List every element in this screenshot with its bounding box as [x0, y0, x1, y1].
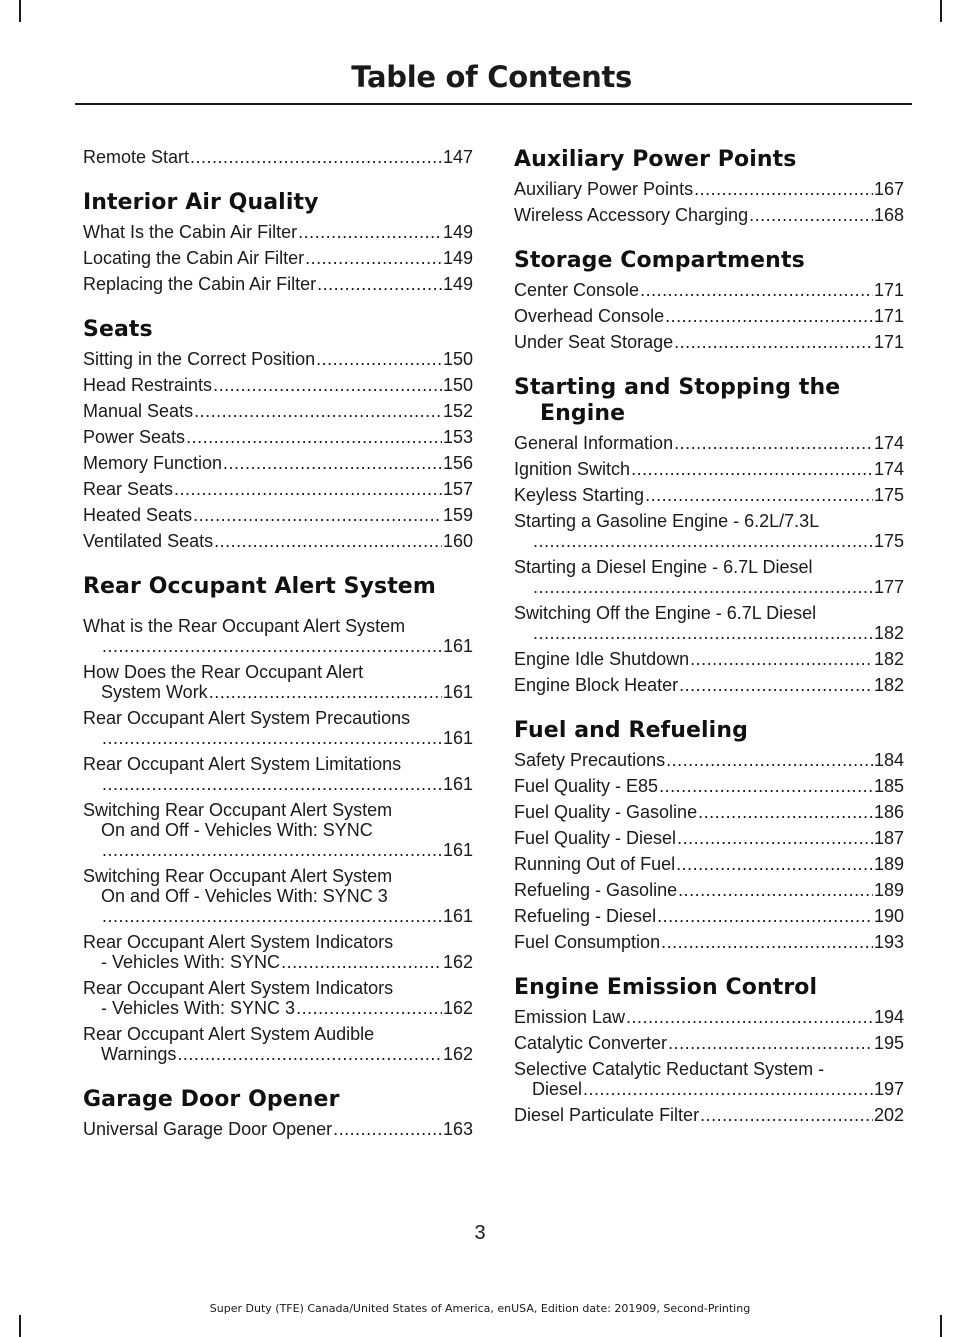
page-title: Table of Contents	[351, 60, 632, 94]
section-heading-line: Rear Occupant Alert System	[83, 574, 436, 599]
toc-entry-leader	[514, 205, 904, 225]
toc-entry-leader	[83, 248, 473, 268]
section-heading	[83, 574, 473, 600]
dot-leader	[177, 1044, 442, 1064]
toc-entry-leader	[83, 147, 473, 167]
toc-entry[interactable]	[83, 274, 473, 294]
toc-entry-title	[514, 511, 904, 531]
toc-entry-text: Engine Block Heater	[514, 675, 679, 695]
toc-entry[interactable]	[514, 1033, 904, 1053]
toc-entry[interactable]	[514, 557, 904, 597]
toc-entry-leader	[514, 1007, 904, 1027]
toc-page-number: 186	[873, 802, 904, 822]
toc-entry-leader	[514, 1105, 904, 1125]
toc-entry[interactable]	[514, 459, 904, 479]
dot-leader	[674, 332, 873, 352]
dot-leader	[674, 433, 873, 453]
toc-entry-leader	[514, 649, 904, 669]
dot-leader	[645, 485, 873, 505]
dot-leader	[690, 649, 873, 669]
dot-leader	[533, 531, 873, 551]
dot-leader	[678, 880, 873, 900]
toc-entry-text: Keyless Starting	[514, 485, 645, 505]
toc-entry-text: Engine Idle Shutdown	[514, 649, 690, 669]
toc-entry[interactable]	[514, 205, 904, 225]
toc-page-number: 174	[873, 459, 904, 479]
toc-entry[interactable]	[514, 750, 904, 770]
toc-entry-leader	[514, 179, 904, 199]
toc-entry[interactable]	[514, 306, 904, 326]
toc-entry-leader	[83, 401, 473, 421]
toc-entry-leader	[514, 854, 904, 874]
toc-entry-leader	[514, 280, 904, 300]
dot-leader	[214, 531, 442, 551]
toc-entry[interactable]	[83, 531, 473, 551]
section-heading	[514, 248, 904, 274]
dot-leader	[333, 1119, 442, 1139]
toc-entry-title-line: On and Off - Vehicles With: SYNC	[101, 820, 373, 840]
toc-entry[interactable]	[514, 932, 904, 952]
toc-entry-leader	[83, 375, 473, 395]
toc-entry-leader	[514, 531, 904, 551]
section-heading-line: Interior Air Quality	[83, 190, 319, 215]
toc-entry[interactable]	[83, 1119, 473, 1139]
toc-page-number: 161	[442, 906, 473, 926]
toc-entry-text: Running Out of Fuel	[514, 854, 676, 874]
toc-page-number: 160	[442, 531, 473, 551]
toc-page-number: 190	[873, 906, 904, 926]
toc-entry[interactable]	[83, 147, 473, 167]
toc-entry-text: Catalytic Converter	[514, 1033, 668, 1053]
toc-entry-text: Fuel Quality - Diesel	[514, 828, 677, 848]
dot-leader	[631, 459, 873, 479]
section-heading-line: Fuel and Refueling	[514, 718, 748, 743]
toc-entry-leader	[83, 349, 473, 369]
toc-entry-leader	[83, 453, 473, 473]
toc-entry[interactable]	[83, 866, 473, 926]
toc-entry-leader	[83, 728, 473, 748]
toc-entry-leader	[83, 840, 473, 860]
section-heading	[83, 1087, 473, 1113]
toc-page-number: 161	[442, 774, 473, 794]
toc-page-number: 156	[442, 453, 473, 473]
toc-entry-title	[514, 603, 904, 623]
toc-page-number: 162	[442, 952, 473, 972]
toc-entry-leader	[514, 750, 904, 770]
section-heading	[514, 147, 904, 173]
section-heading	[83, 190, 473, 216]
section-heading-line: Storage Compartments	[514, 248, 805, 273]
toc-entry-leader	[514, 906, 904, 926]
header-rule	[75, 103, 912, 105]
toc-page-number: 175	[873, 531, 904, 551]
toc-entry-text: Ventilated Seats	[83, 531, 214, 551]
dot-leader	[679, 675, 873, 695]
toc-page-number: 157	[442, 479, 473, 499]
toc-page-number: 162	[442, 1044, 473, 1064]
toc-entry-text: Center Console	[514, 280, 640, 300]
toc-page-number: 161	[442, 728, 473, 748]
toc-entry-title-line: Selective Catalytic Reductant System -	[514, 1059, 825, 1079]
toc-entry-title-line: How Does the Rear Occupant Alert	[83, 662, 364, 682]
toc-entry[interactable]	[514, 906, 904, 926]
toc-entry-leader	[514, 623, 904, 643]
toc-entry[interactable]	[83, 978, 473, 1018]
toc-entry-text: Under Seat Storage	[514, 332, 674, 352]
toc-page-number: 189	[873, 880, 904, 900]
toc-page-number: 187	[873, 828, 904, 848]
toc-entry-leader	[83, 1119, 473, 1139]
toc-page-number: 161	[442, 636, 473, 656]
toc-page-number: 152	[442, 401, 473, 421]
dot-leader	[533, 623, 873, 643]
toc-entry[interactable]	[83, 708, 473, 748]
footer-edition-info: Super Duty (TFE) Canada/United States of America, enUSA, Edition date: 201909, Second-Printing	[209, 1302, 751, 1315]
toc-page-number: 150	[442, 349, 473, 369]
toc-entry[interactable]	[514, 1007, 904, 1027]
toc-entry-leader	[83, 505, 473, 525]
toc-entry-title	[83, 754, 473, 774]
toc-entry-leader	[514, 485, 904, 505]
toc-entry[interactable]	[83, 349, 473, 369]
toc-entry-text: - Vehicles With: SYNC	[101, 952, 281, 972]
toc-page-number: 194	[873, 1007, 904, 1027]
toc-page-number: 197	[873, 1079, 904, 1099]
dot-leader	[194, 401, 442, 421]
dot-leader	[668, 1033, 873, 1053]
toc-entry-title	[83, 800, 473, 840]
toc-entry-title	[83, 1024, 473, 1044]
toc-entry-leader	[514, 675, 904, 695]
toc-entry-leader	[83, 274, 473, 294]
toc-entry[interactable]	[514, 511, 904, 551]
dot-leader	[174, 479, 442, 499]
toc-page-number: 175	[873, 485, 904, 505]
toc-page-number: 147	[442, 147, 473, 167]
toc-page-number: 171	[873, 280, 904, 300]
toc-entry-title	[83, 978, 473, 998]
dot-leader	[694, 179, 873, 199]
toc-entry-text: Memory Function	[83, 453, 223, 473]
toc-entry[interactable]	[514, 603, 904, 643]
toc-entry[interactable]	[514, 485, 904, 505]
toc-entry[interactable]	[514, 802, 904, 822]
toc-page-number: 185	[873, 776, 904, 796]
toc-entry-title	[83, 708, 473, 728]
toc-entry-text: Locating the Cabin Air Filter	[83, 248, 305, 268]
toc-entry-title	[83, 866, 473, 906]
toc-entry-text: Refueling - Diesel	[514, 906, 657, 926]
dot-leader	[626, 1007, 873, 1027]
toc-entry[interactable]	[83, 505, 473, 525]
toc-page-number: 171	[873, 306, 904, 326]
toc-entry-text: Head Restraints	[83, 375, 213, 395]
toc-entry-title-line: Rear Occupant Alert System Indicators	[83, 932, 394, 952]
toc-entry-title-line: Switching Rear Occupant Alert System	[83, 800, 393, 820]
dot-leader	[583, 1079, 873, 1099]
toc-entry[interactable]	[83, 453, 473, 473]
dot-leader	[677, 828, 873, 848]
toc-page-number: 195	[873, 1033, 904, 1053]
toc-entry-text: Diesel Particulate Filter	[514, 1105, 700, 1125]
toc-entry-title	[514, 1059, 904, 1079]
toc-entry-text: What Is the Cabin Air Filter	[83, 222, 298, 242]
toc-entry-leader	[514, 1033, 904, 1053]
toc-entry-text: Wireless Accessory Charging	[514, 205, 749, 225]
toc-column-right	[514, 147, 904, 1131]
toc-entry[interactable]	[514, 179, 904, 199]
toc-entry-title-line: Rear Occupant Alert System Precautions	[83, 708, 411, 728]
toc-entry-title-line: Rear Occupant Alert System Audible	[83, 1024, 375, 1044]
toc-entry-title	[83, 662, 473, 682]
toc-page-number: 161	[442, 840, 473, 860]
toc-entry-text: Safety Precautions	[514, 750, 666, 770]
toc-entry[interactable]	[83, 248, 473, 268]
toc-entry-title-line: Rear Occupant Alert System Indicators	[83, 978, 394, 998]
dot-leader	[102, 840, 442, 860]
dot-leader	[213, 375, 442, 395]
dot-leader	[640, 280, 873, 300]
dot-leader	[296, 998, 442, 1018]
section-heading-line: Engine Emission Control	[514, 975, 818, 1000]
section-heading-line: Seats	[83, 317, 153, 342]
section-heading-line: Auxiliary Power Points	[514, 147, 797, 172]
dot-leader	[317, 274, 442, 294]
toc-entry-text: Warnings	[101, 1044, 177, 1064]
toc-entry-text: Overhead Console	[514, 306, 665, 326]
toc-entry-leader	[514, 332, 904, 352]
toc-entry-title-line: Switching Off the Engine - 6.7L Diesel	[514, 603, 817, 623]
toc-entry[interactable]	[83, 427, 473, 447]
toc-entry-title-line: Starting a Gasoline Engine - 6.2L/7.3L	[514, 511, 820, 531]
toc-page-number: 161	[442, 682, 473, 702]
toc-page-number: 189	[873, 854, 904, 874]
dot-leader	[102, 906, 442, 926]
dot-leader	[186, 427, 442, 447]
toc-page-number: 162	[442, 998, 473, 1018]
toc-entry[interactable]	[514, 776, 904, 796]
toc-column-left	[83, 147, 473, 1145]
toc-page-number: 167	[873, 179, 904, 199]
toc-entry-text: Diesel	[532, 1079, 583, 1099]
dot-leader	[190, 147, 442, 167]
toc-entry-leader	[83, 774, 473, 794]
crop-mark-bottom-left	[19, 1315, 21, 1337]
dot-leader	[661, 932, 873, 952]
dot-leader	[102, 728, 442, 748]
toc-entry-title-line: Switching Rear Occupant Alert System	[83, 866, 393, 886]
toc-entry[interactable]	[514, 828, 904, 848]
toc-entry[interactable]	[83, 222, 473, 242]
toc-entry-text: Fuel Quality - E85	[514, 776, 659, 796]
toc-entry-text: System Work	[101, 682, 208, 702]
toc-entry-leader	[83, 682, 473, 702]
page-number: 3	[474, 1222, 486, 1244]
toc-page-number: 182	[873, 675, 904, 695]
toc-entry[interactable]	[514, 675, 904, 695]
dot-leader	[298, 222, 442, 242]
toc-entry-leader	[514, 932, 904, 952]
section-heading-line: Starting and Stopping the	[514, 375, 841, 400]
toc-entry-text: Auxiliary Power Points	[514, 179, 694, 199]
toc-entry[interactable]	[514, 332, 904, 352]
toc-entry-title-line: On and Off - Vehicles With: SYNC 3	[101, 886, 388, 906]
toc-page-number: 153	[442, 427, 473, 447]
toc-entry-leader	[83, 952, 473, 972]
dot-leader	[209, 682, 442, 702]
toc-entry-text: Manual Seats	[83, 401, 194, 421]
toc-entry[interactable]	[83, 754, 473, 794]
toc-entry[interactable]	[514, 280, 904, 300]
toc-entry[interactable]	[83, 401, 473, 421]
toc-entry-leader	[83, 636, 473, 656]
toc-entry-leader	[83, 906, 473, 926]
toc-page-number: 149	[442, 248, 473, 268]
toc-entry-leader	[514, 1079, 904, 1099]
toc-entry-text: General Information	[514, 433, 674, 453]
dot-leader	[102, 636, 442, 656]
toc-page-number: 163	[442, 1119, 473, 1139]
toc-entry[interactable]	[514, 433, 904, 453]
dot-leader	[659, 776, 873, 796]
toc-entry-leader	[83, 479, 473, 499]
toc-entry-text: Emission Law	[514, 1007, 626, 1027]
dot-leader	[665, 306, 873, 326]
toc-page-number: 168	[873, 205, 904, 225]
toc-entry-text: Power Seats	[83, 427, 186, 447]
dot-leader	[281, 952, 442, 972]
toc-page-number: 149	[442, 274, 473, 294]
toc-page-number: 202	[873, 1105, 904, 1125]
section-heading-line: Engine	[540, 401, 626, 426]
toc-entry[interactable]	[514, 1059, 904, 1099]
toc-entry[interactable]	[83, 800, 473, 860]
toc-entry-leader	[83, 531, 473, 551]
section-heading	[514, 375, 904, 427]
toc-entry-title	[514, 557, 904, 577]
crop-mark-bottom-right	[940, 1315, 942, 1337]
toc-page-number: 182	[873, 649, 904, 669]
toc-entry-leader	[83, 998, 473, 1018]
toc-entry[interactable]	[83, 616, 473, 656]
section-heading	[83, 317, 473, 343]
toc-entry-title-line: What is the Rear Occupant Alert System	[83, 616, 406, 636]
toc-entry[interactable]	[514, 880, 904, 900]
toc-entry-leader	[83, 222, 473, 242]
toc-entry-title-line: Rear Occupant Alert System Limitations	[83, 754, 402, 774]
toc-entry-leader	[514, 577, 904, 597]
dot-leader	[676, 854, 873, 874]
toc-entry-text: Replacing the Cabin Air Filter	[83, 274, 317, 294]
toc-page-number: 193	[873, 932, 904, 952]
toc-page-number: 184	[873, 750, 904, 770]
dot-leader	[666, 750, 873, 770]
toc-entry-leader	[514, 433, 904, 453]
crop-mark-top-left	[19, 0, 21, 22]
dot-leader	[193, 505, 442, 525]
toc-entry-leader	[514, 459, 904, 479]
toc-entry[interactable]	[83, 479, 473, 499]
toc-entry-leader	[514, 828, 904, 848]
toc-entry-text: Sitting in the Correct Position	[83, 349, 316, 369]
section-heading	[514, 975, 904, 1001]
toc-page-number: 159	[442, 505, 473, 525]
toc-entry-text: Refueling - Gasoline	[514, 880, 678, 900]
toc-entry-text: Fuel Quality - Gasoline	[514, 802, 698, 822]
toc-entry-title-line: Starting a Diesel Engine - 6.7L Diesel	[514, 557, 813, 577]
dot-leader	[749, 205, 873, 225]
toc-entry-text: Fuel Consumption	[514, 932, 661, 952]
toc-entry-leader	[83, 427, 473, 447]
dot-leader	[700, 1105, 873, 1125]
toc-entry[interactable]	[514, 854, 904, 874]
toc-page-number: 177	[873, 577, 904, 597]
toc-entry[interactable]	[83, 932, 473, 972]
toc-entry-title	[83, 932, 473, 952]
toc-page-number: 149	[442, 222, 473, 242]
toc-entry[interactable]	[514, 649, 904, 669]
toc-entry[interactable]	[83, 375, 473, 395]
toc-entry[interactable]	[83, 662, 473, 702]
toc-entry-text: Universal Garage Door Opener	[83, 1119, 333, 1139]
toc-entry-text: - Vehicles With: SYNC 3	[101, 998, 296, 1018]
toc-page-number: 150	[442, 375, 473, 395]
toc-entry-text: Heated Seats	[83, 505, 193, 525]
dot-leader	[533, 577, 873, 597]
toc-entry-leader	[514, 776, 904, 796]
dot-leader	[305, 248, 442, 268]
toc-entry-leader	[514, 306, 904, 326]
toc-entry-text: Ignition Switch	[514, 459, 631, 479]
toc-page-number: 171	[873, 332, 904, 352]
toc-page-number: 174	[873, 433, 904, 453]
section-heading	[514, 718, 904, 744]
toc-entry-title	[83, 616, 473, 636]
dot-leader	[698, 802, 873, 822]
crop-mark-top-right	[940, 0, 942, 22]
toc-entry[interactable]	[514, 1105, 904, 1125]
toc-entry-leader	[514, 880, 904, 900]
toc-page-number: 182	[873, 623, 904, 643]
toc-entry-text: Remote Start	[83, 147, 190, 167]
toc-entry-leader	[514, 802, 904, 822]
toc-entry-text: Rear Seats	[83, 479, 174, 499]
toc-entry-leader	[83, 1044, 473, 1064]
section-heading-line: Garage Door Opener	[83, 1087, 340, 1112]
dot-leader	[102, 774, 442, 794]
dot-leader	[223, 453, 442, 473]
toc-entry[interactable]	[83, 1024, 473, 1064]
dot-leader	[657, 906, 873, 926]
dot-leader	[316, 349, 442, 369]
